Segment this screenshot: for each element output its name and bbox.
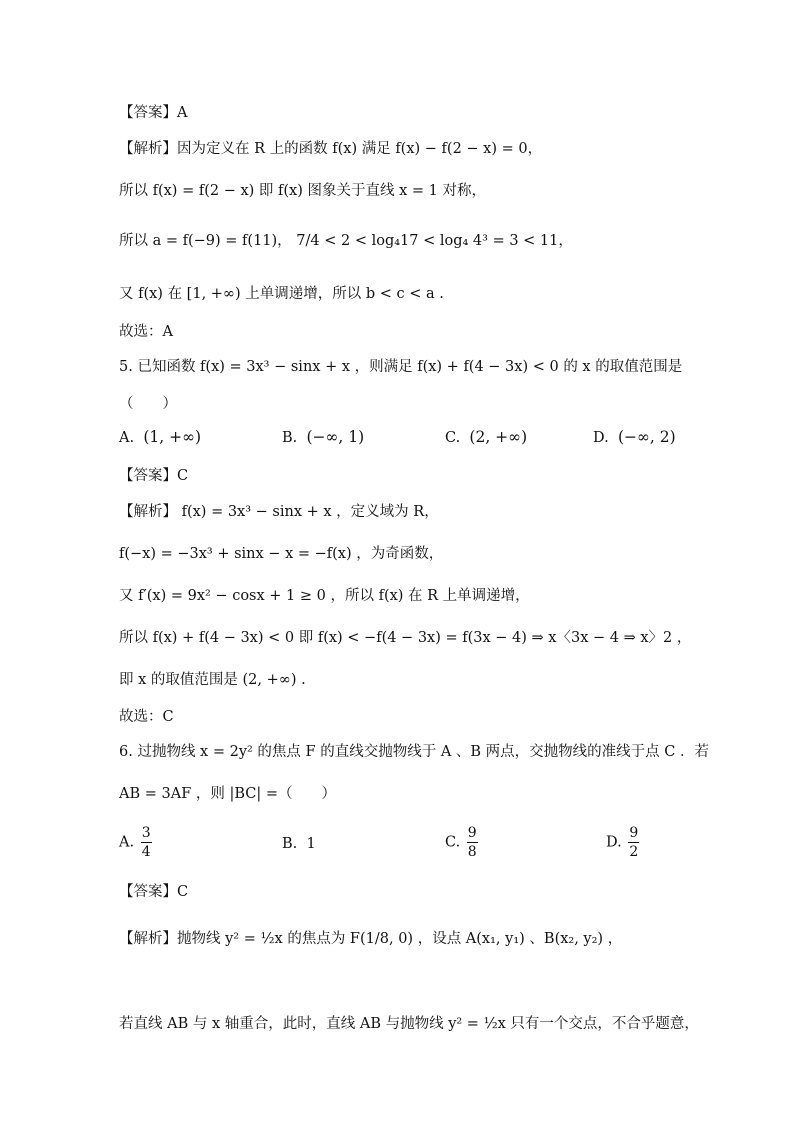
question-6-stem: 6. 过抛物线 x = 2y² 的焦点 F 的直线交抛物线于 A 、B 两点，交抛物线的准线于点 C ．若 xyxy=(119,744,709,760)
answer-line-q6: 【答案】C xyxy=(119,884,189,900)
conclusion-line-q5: 故选：C xyxy=(119,709,174,725)
option-a xyxy=(119,826,154,859)
option-value: (−∞, 2) xyxy=(617,428,676,446)
fraction-denominator: 8 xyxy=(467,844,477,860)
analysis-q5-line-4: 所以 f(x) + f(4 − 3x) < 0 即 f(x) < −f(4 − 3x) = f(3x − 4) ⇒ x〈3x − 4 ⇒ x〉2 ， xyxy=(119,630,692,646)
option-value: (2, +∞) xyxy=(469,428,528,446)
option-c xyxy=(445,826,480,859)
question-6-options xyxy=(119,825,689,860)
option-value: (−∞, 1) xyxy=(306,428,365,446)
analysis-q5-line-3: 又 f′(x) = 9x² − cosx + 1 ≥ 0 ，所以 f(x) 在 R 上单调递增， xyxy=(119,588,530,604)
option-d xyxy=(593,428,676,446)
option-letter: D. xyxy=(593,430,609,446)
answer-line-q5: 【答案】C xyxy=(119,468,189,484)
analysis-line-2: 所以 f(x) = f(2 − x) 即 f(x) 图象关于直线 x = 1 对称， xyxy=(119,183,486,199)
option-fraction xyxy=(141,826,152,859)
fraction-denominator: 4 xyxy=(141,844,151,860)
fraction-numerator: 9 xyxy=(629,825,639,841)
option-letter: B. xyxy=(282,836,298,852)
question-5-stem: 5. 已知函数 f(x) = 3x³ − sinx + x ，则满足 f(x) + f(4 − 3x) < 0 的 x 的取值范围是 xyxy=(119,359,683,375)
option-letter: D. xyxy=(606,834,622,851)
option-letter: A. xyxy=(119,834,135,851)
analysis-q6-line-1: 【解析】抛物线 y² = ½x 的焦点为 F(1/8, 0) ，设点 A(x₁, y₁) 、B(x₂, y₂) ， xyxy=(119,931,623,947)
question-5-blank: （ ） xyxy=(119,396,177,412)
analysis-q5-line-2: f(−x) = −3x³ + sinx − x = −f(x) ，为奇函数， xyxy=(119,546,444,562)
analysis-line-3: 所以 a = f(−9) = f(11)， 7/4 < 2 < log₄17 < log₄ 4³ = 3 < 11， xyxy=(119,233,573,249)
conclusion-line-q4: 故选：A xyxy=(119,324,173,340)
option-c xyxy=(445,428,527,446)
option-value: 1 xyxy=(306,836,316,852)
fraction-numerator: 9 xyxy=(467,825,477,841)
fraction-numerator: 3 xyxy=(141,825,151,841)
analysis-line-1: 【解析】因为定义在 R 上的函数 f(x) 满足 f(x) − f(2 − x) = 0， xyxy=(119,141,543,157)
question-5-options xyxy=(119,428,689,452)
option-b xyxy=(282,836,316,852)
option-value: (1, +∞) xyxy=(143,428,202,446)
analysis-q6-line-2: 若直线 AB 与 x 轴重合，此时，直线 AB 与抛物线 y² = ½x 只有一个交点，不合乎题意， xyxy=(119,1016,699,1032)
answer-line-q4: 【答案】A xyxy=(119,105,188,121)
option-d xyxy=(606,826,641,859)
option-letter: B. xyxy=(282,430,298,446)
analysis-q5-line-1: 【解析】 f(x) = 3x³ − sinx + x ，定义域为 R， xyxy=(119,504,439,520)
option-fraction xyxy=(628,826,639,859)
option-b xyxy=(282,428,364,446)
fraction-denominator: 2 xyxy=(629,844,639,860)
analysis-q5-line-5: 即 x 的取值范围是 (2, +∞) . xyxy=(119,672,306,688)
option-letter: C. xyxy=(445,430,461,446)
analysis-line-4: 又 f(x) 在 [1, +∞) 上单调递增，所以 b < c < a . xyxy=(119,286,444,302)
option-fraction xyxy=(467,826,478,859)
option-a xyxy=(119,428,201,446)
option-letter: A. xyxy=(119,430,135,446)
option-letter: C. xyxy=(445,834,461,851)
question-6-stem-2: AB = 3AF ，则 |BC| =（ ） xyxy=(119,786,337,802)
